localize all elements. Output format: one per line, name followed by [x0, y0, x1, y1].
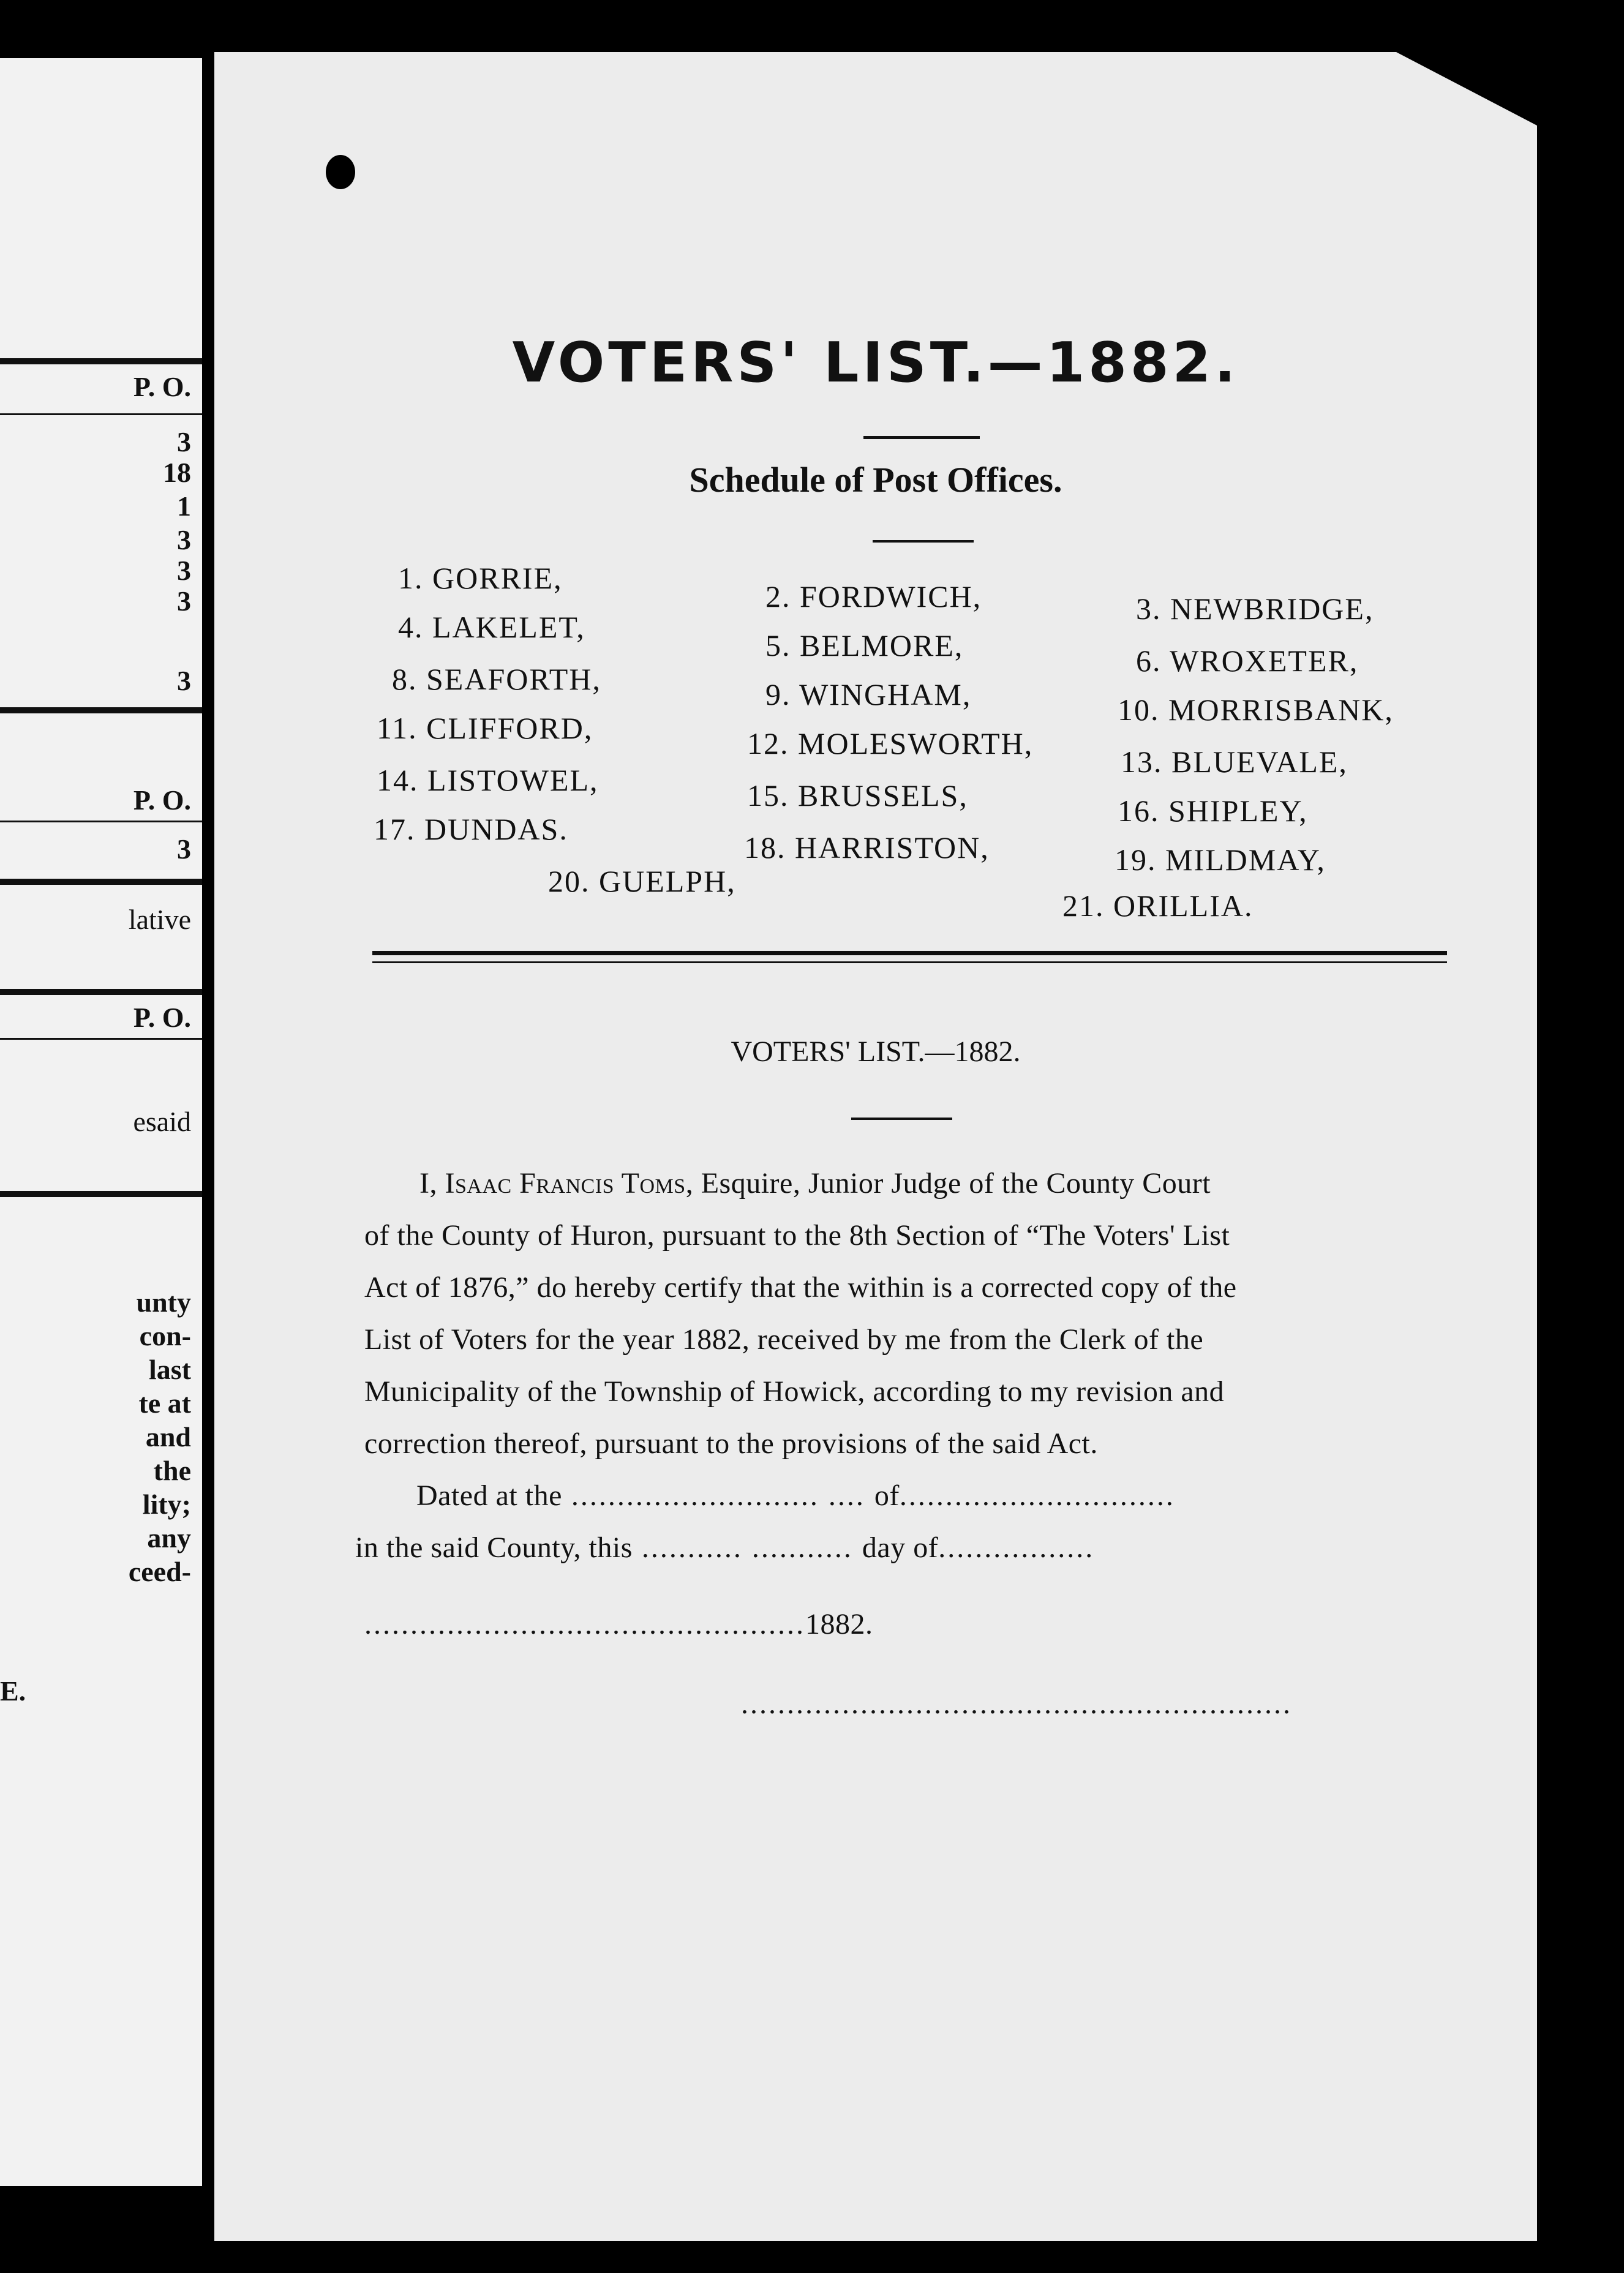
left-fragment: 3: [177, 555, 191, 586]
post-office-item: 20. GUELPH,: [548, 864, 736, 898]
short-divider: [851, 1118, 952, 1120]
left-fragment: P. O.: [133, 1002, 191, 1033]
left-fragment: te at: [138, 1388, 191, 1419]
double-divider: [372, 951, 1447, 955]
divider: [0, 358, 202, 364]
post-office-item: 12. MOLESWORTH,: [747, 726, 1034, 761]
certificate-line: Act of 1876,” do hereby certify that the within is a corrected copy of the: [364, 1271, 1237, 1304]
signature-line: ............................................................: [741, 1688, 1292, 1720]
divider: [0, 989, 202, 995]
left-fragment: any: [147, 1522, 191, 1554]
post-office-item: 14. LISTOWEL,: [377, 763, 599, 797]
divider: [0, 707, 202, 713]
left-fragment: 3: [177, 833, 191, 865]
left-fragment: P. O.: [133, 371, 191, 402]
post-office-item: 18. HARRISTON,: [744, 830, 990, 865]
left-fragment: lative: [128, 904, 191, 935]
post-office-item: 17. DUNDAS.: [374, 812, 568, 846]
post-office-item: 9. WINGHAM,: [765, 677, 972, 712]
voters-list-page: [214, 52, 1537, 2241]
left-fragment: 3: [177, 665, 191, 696]
left-fragment: con-: [139, 1320, 191, 1351]
county-day-line: in the said County, this ........... ........... day of.................: [355, 1531, 1095, 1564]
torn-corner: [1396, 52, 1537, 126]
post-office-item: 2. FORDWICH,: [765, 579, 982, 614]
post-office-item: 5. BELMORE,: [765, 628, 964, 663]
judge-name: Isaac Francis Toms: [445, 1167, 686, 1200]
post-office-item: 4. LAKELET,: [398, 610, 585, 644]
left-fragment: the: [153, 1455, 191, 1486]
post-office-item: 10. MORRISBANK,: [1118, 693, 1394, 727]
post-office-item: 13. BLUEVALE,: [1121, 745, 1348, 779]
left-fragment: last: [149, 1354, 191, 1385]
certificate-line: correction thereof, pursuant to the provisions of the said Act.: [364, 1427, 1098, 1460]
left-fragment: ceed-: [128, 1556, 191, 1587]
schedule-heading: Schedule of Post Offices.: [689, 460, 1062, 500]
certificate-line: List of Voters for the year 1882, received by me from the Clerk of the: [364, 1323, 1204, 1356]
post-office-item: 21. ORILLIA.: [1062, 889, 1254, 923]
post-office-item: 16. SHIPLEY,: [1118, 794, 1308, 828]
divider: [0, 413, 202, 415]
post-office-item: 3. NEWBRIDGE,: [1136, 592, 1374, 626]
dated-at-line: Dated at the ........................... .... of..............................: [416, 1479, 1175, 1512]
left-fragment: 1: [177, 490, 191, 522]
year-line: ................................................1882.: [364, 1608, 873, 1640]
left-fragment: and: [145, 1421, 191, 1452]
post-office-item: 19. MILDMAY,: [1115, 843, 1326, 877]
divider: [0, 821, 202, 822]
left-fragment: esaid: [133, 1106, 191, 1137]
divider: [0, 879, 202, 885]
post-office-item: 8. SEAFORTH,: [392, 662, 601, 696]
page-title: VOTERS' LIST.—1882.: [512, 331, 1239, 395]
divider: [0, 1038, 202, 1040]
post-office-item: 6. WROXETER,: [1136, 644, 1359, 678]
short-divider: [863, 436, 980, 439]
list-heading: VOTERS' LIST.—1882.: [731, 1035, 1021, 1068]
post-office-item: 11. CLIFFORD,: [377, 711, 593, 745]
certificate-line: of the County of Huron, pursuant to the 8th Section of “The Voters' List: [364, 1219, 1230, 1252]
left-fragment: 3: [177, 426, 191, 457]
left-fragment: 18: [163, 457, 191, 488]
punch-hole: [326, 155, 355, 189]
left-fragment: 3: [177, 585, 191, 617]
divider: [0, 1191, 202, 1197]
post-office-item: 15. BRUSSELS,: [747, 778, 968, 813]
certificate-line: Municipality of the Township of Howick, according to my revision and: [364, 1375, 1225, 1408]
left-fragment: lity;: [142, 1489, 191, 1520]
certificate-line: I, Isaac Francis Toms, Esquire, Junior Judge of the County Court: [419, 1167, 1211, 1200]
double-divider: [372, 961, 1447, 963]
short-divider: [873, 540, 974, 543]
left-fragment: unty: [136, 1287, 191, 1318]
left-page-fragment: [0, 58, 202, 2186]
left-fragment: 3: [177, 524, 191, 555]
left-fragment: P. O.: [133, 784, 191, 816]
post-office-item: 1. GORRIE,: [398, 561, 563, 595]
left-fragment: E.: [0, 1675, 26, 1707]
